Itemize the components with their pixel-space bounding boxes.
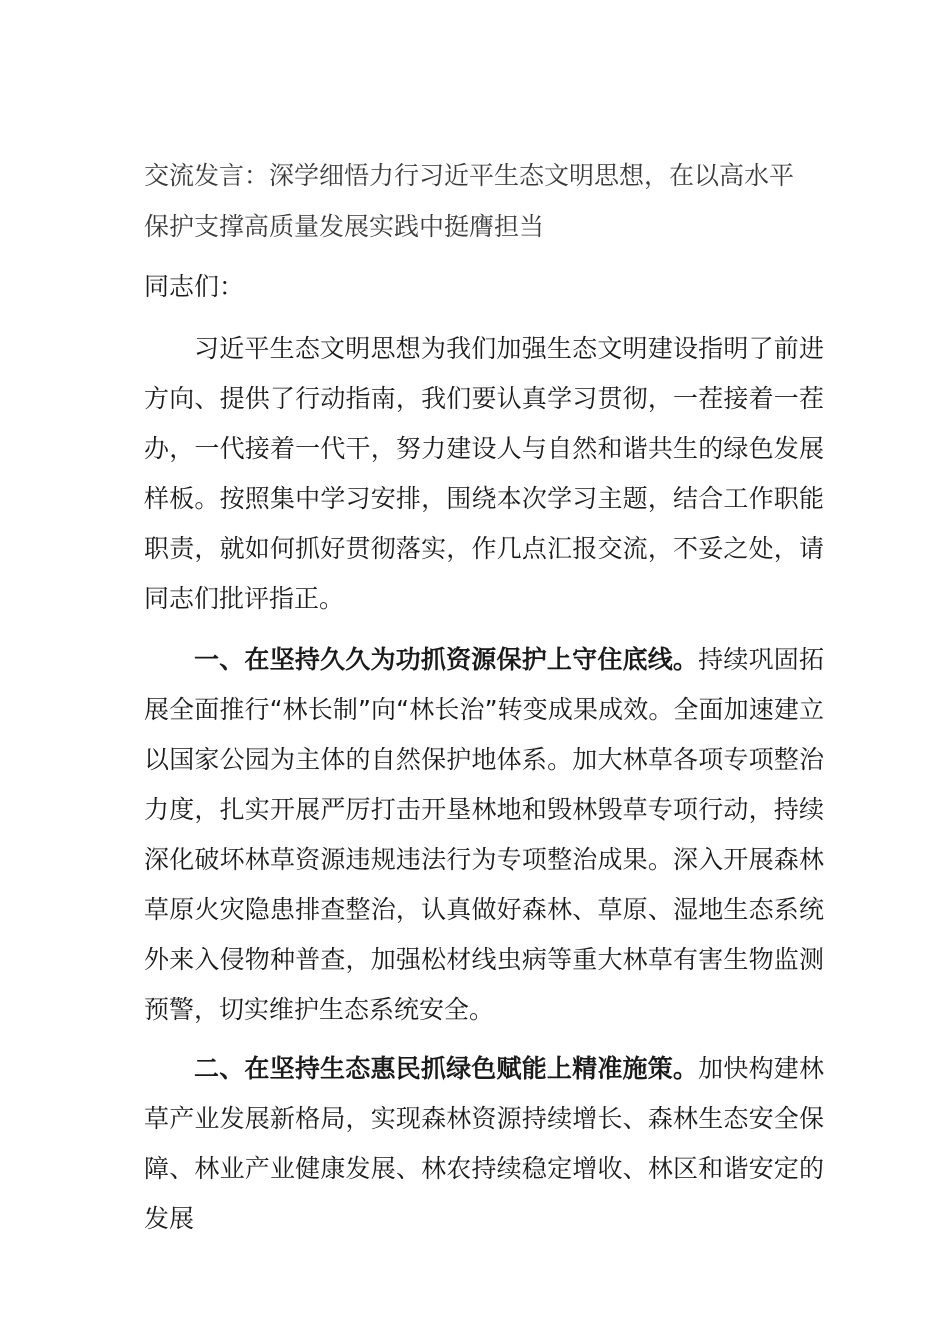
paragraph-text: 加快构建林草产业发展新格局，实现森林资源持续增长、森林生态安全保障、林业产业健康发展、林农持续稳定增收、林区和谐安定的发展 — [144, 1054, 824, 1233]
paragraph-section-one — [144, 635, 824, 1035]
salutation: 同志们： — [144, 272, 245, 301]
paragraph-text: 习近平生态文明思想为我们加强生态文明建设指明了前进方向、提供了行动指南，我们要认真学习贯彻，一茬接着一茬办，一代接着一代干，努力建设人与自然和谐共生的绿色发展样板。按照集中学习安排，围绕本次学习主题，结合工作职能职责，就如何抓好贯彻落实，作几点汇报交流，不妥之处，请同志们批评指正。 — [144, 334, 824, 613]
document-title: 交流发言：深学细悟力行习近平生态文明思想，在以高水平保护支撑高质量发展实践中挺膺担当 — [144, 161, 795, 241]
section-heading: 一、在坚持久久为功抓资源保护上守住底线。 — [194, 645, 699, 674]
section-heading: 二、在坚持生态惠民抓绿色赋能上精准施策。 — [194, 1054, 699, 1083]
paragraph-section-two — [144, 1044, 824, 1244]
paragraph-intro — [144, 324, 824, 624]
paragraph-text: 持续巩固拓展全面推行“林长制”向“林长治”转变成果成效。全面加速建立以国家公园为主体的自然保护地体系。加大林草各项专项整治力度，扎实开展严厉打击开垦林地和毁林毁草专项行动，持续深化破坏林草资源违规违法行为专项整治成果。深入开展森林草原火灾隐患排查整治，认真做好森林、草原、湿地生态系统外来入侵物种普查，加强松材线虫病等重大林草有害生物监测预警，切实维护生态系统安全。 — [144, 645, 824, 1024]
